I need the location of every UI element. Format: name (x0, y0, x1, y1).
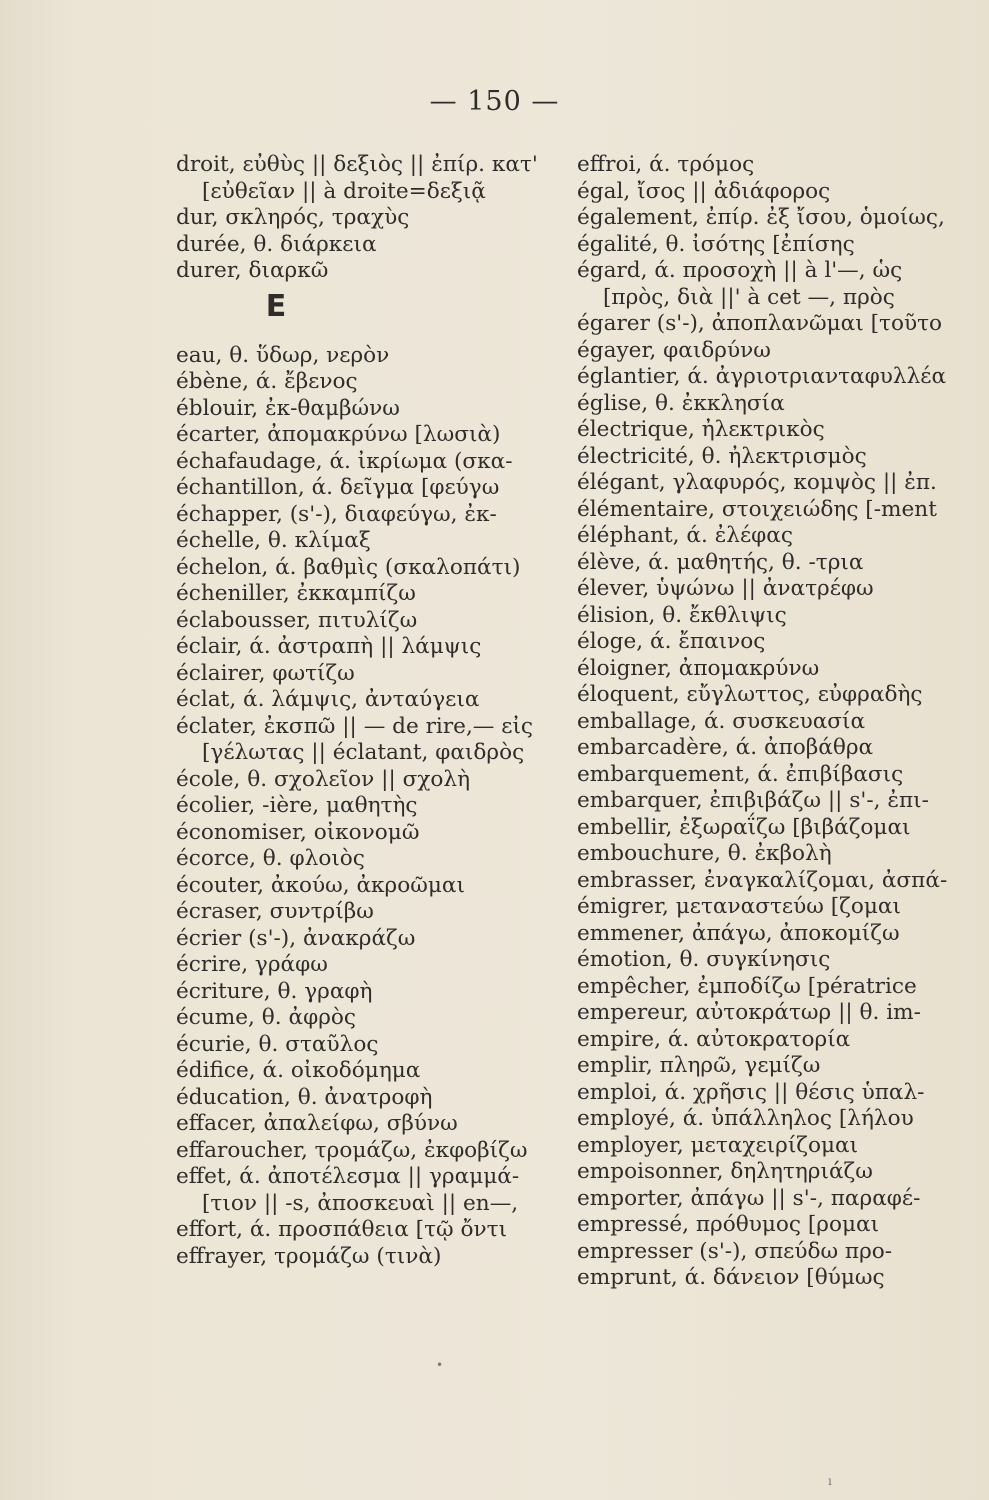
entry: ébène, ά. ἔβενος (176, 369, 358, 394)
entry: emporter, ἀπάγω || s'-, παραφέ- (577, 1185, 921, 1211)
entry: empresser (s'-), σπεύδω προ- (577, 1238, 893, 1264)
entry: éloquent, εὔγλωττος, εὐφραδὴς (577, 682, 923, 707)
entry: emplir, πληρῶ, γεμίζω (577, 1053, 821, 1078)
entry: droit, εὐθὺς || δεξιὸς || ἐπίρ. κατ' (176, 152, 538, 177)
entry: [πρὸς, διὰ ||' à cet —, πρὸς (603, 284, 895, 310)
entry: durer, διαρκῶ (176, 258, 329, 283)
entry: embarquement, ά. ἐπιβίβασις (577, 761, 904, 787)
entry: écheniller, ἐκκαμπίζω (176, 581, 416, 606)
entry: écouter, ἀκούω, ἀκροῶμαι (176, 872, 465, 898)
entry: employé, ά. ὑπάλληλος [λήλου (577, 1106, 914, 1131)
entry: écrire, γράφω (176, 952, 328, 977)
entry: emballage, ά. συσκευασία (577, 708, 866, 734)
entry: embarcadère, ά. ἀποβάθρα (577, 735, 874, 760)
entry: éclat, ά. λάμψις, ἀνταύγεια (176, 687, 480, 712)
entry: élégant, γλαφυρός, κομψὸς || ἐπ. (577, 470, 937, 495)
entry: électrique, ἠλεκτρικὸς (577, 417, 825, 442)
entry: empire, ά. αὐτοκρατορία (577, 1026, 851, 1052)
entry: éloigner, ἀπομακρύνω (577, 655, 820, 681)
entry: effort, ά. προσπάθεια [τῷ ὄντι (176, 1217, 508, 1242)
entry: empoisonner, δηλητηριάζω (577, 1159, 873, 1184)
entry: empêcher, ἐμποδίζω [pératrice (577, 973, 917, 999)
entry: électricité, θ. ἠλεκτρισμὸς (577, 443, 867, 469)
entry: égalité, θ. ἰσότης [ἐπίσης (577, 231, 855, 257)
entry: échantillon, ά. δεῖγμα [φεύγω (176, 475, 500, 500)
entry: également, ἐπίρ. ἐξ ἴσου, ὁμοίως, (577, 205, 945, 230)
entry: écarter, ἀπομακρύνω [λωσιὰ) (176, 422, 501, 447)
entry: élision, θ. ἔκθλιψις (577, 602, 787, 628)
entry: employer, μεταχειρίζομαι (577, 1132, 859, 1158)
entry: émigrer, μεταναστεύω [ζομαι (577, 894, 901, 919)
entry: éclabousser, πιτυλίζω (176, 607, 418, 633)
entry: éblouir, ἐκ-θαμβώνω (176, 395, 400, 421)
entry: durée, θ. διάρκεια (176, 231, 377, 257)
entry: [γέλωτας || éclatant, φαιδρὸς (202, 740, 525, 765)
entry: effrayer, τρομάζω (τινὰ) (176, 1243, 442, 1269)
entry: élève, ά. μαθητής, θ. -τρια (577, 549, 864, 575)
entry: égal, ἴσος || ἀδιάφορος (577, 178, 831, 204)
left-column (176, 152, 596, 1270)
entry: échelle, θ. κλίμαξ (176, 528, 371, 553)
entry: émotion, θ. συγκίνησις (577, 947, 831, 972)
entry: écrier (s'-), ἀνακράζω (176, 925, 416, 951)
entry: [τιον || -s, ἀποσκευαὶ || en—, (202, 1190, 519, 1216)
entry: [εὐθεῖαν || à droite=δεξιᾷ (202, 178, 486, 204)
entry: échafaudage, ά. ἰκρίωμα (σκα- (176, 448, 513, 474)
entry: écolier, -ière, μαθητὴς (176, 793, 418, 818)
entry: édifice, ά. οἰκοδόμημα (176, 1058, 421, 1083)
print-speck: ı (828, 1474, 832, 1488)
entry: empressé, πρόθυμος [ρομαι (577, 1212, 880, 1237)
entry: effet, ά. ἀποτέλεσμα || γραμμά- (176, 1164, 520, 1189)
entry: églantier, ά. ἀγριοτριανταφυλλέα (577, 364, 947, 389)
entry: église, θ. ἐκκλησία (577, 390, 785, 416)
entry: économiser, οἰκονομῶ (176, 819, 420, 845)
entry: élémentaire, στοιχειώδης [-ment (577, 496, 937, 522)
entry: éléphant, ά. ἐλέφας (577, 523, 793, 548)
section-letter: E (265, 288, 287, 324)
entry: égarer (s'-), ἀποπλανῶμαι [τοῦτο (577, 311, 943, 336)
entry: échapper, (s'-), διαφεύγω, ἐκ- (176, 501, 497, 527)
entry: échelon, ά. βαθμὶς (σκαλοπάτι) (176, 554, 521, 580)
entry: écorce, θ. φλοιὸς (176, 846, 365, 871)
entry: embrasser, ἐναγκαλίζομαι, ἀσπά- (577, 867, 948, 893)
entry: éclairer, φωτίζω (176, 660, 355, 686)
entry: éclater, ἐκσπῶ || — de rire,— εἰς (176, 713, 534, 739)
entry: éclair, ά. ἀστραπὴ || λάμψις (176, 634, 482, 659)
entry: effaroucher, τρομάζω, ἐκφοβίζω (176, 1137, 528, 1163)
entry: empereur, αὐτοκράτωρ || θ. im- (577, 1000, 921, 1025)
entry: emprunt, ά. δάνειον [θύμως (577, 1265, 885, 1290)
right-column (577, 152, 989, 1292)
entry: écume, θ. ἀφρὸς (176, 1005, 356, 1030)
entry: embellir, ἐξωραΐζω [βιβάζομαι (577, 814, 911, 840)
entry: égayer, φαιδρύνω (577, 337, 771, 363)
entry: embarquer, ἐπιβιβάζω || s'-, ἐπι- (577, 788, 929, 813)
entry: école, θ. σχολεῖον || σχολὴ (176, 766, 471, 792)
entry: écriture, θ. γραφὴ (176, 978, 373, 1004)
entry: eau, θ. ὕδωρ, νερὸν (176, 342, 390, 368)
entry: effroi, ά. τρόμος (577, 152, 755, 177)
entry: éloge, ά. ἔπαινος (577, 629, 766, 654)
entry: élever, ὑψώνω || ἀνατρέφω (577, 576, 874, 601)
page-number: — 150 — (429, 86, 560, 117)
entry: emploi, ά. χρῆσις || θέσις ὑπαλ- (577, 1079, 925, 1105)
entry: écurie, θ. σταῦλος (176, 1031, 379, 1057)
entry: dur, σκληρός, τραχὺς (176, 205, 410, 230)
entry: éducation, θ. ἀνατροφὴ (176, 1084, 433, 1110)
entry: égard, ά. προσοχὴ || à l'—, ὡς (577, 258, 903, 283)
entry: emmener, ἀπάγω, ἀποκομίζω (577, 920, 900, 946)
print-speck: • (436, 1358, 444, 1372)
entry: effacer, ἀπαλείφω, σβύνω (176, 1111, 458, 1136)
entry: embouchure, θ. ἐκβολὴ (577, 841, 832, 866)
entry: écraser, συντρίβω (176, 899, 374, 924)
